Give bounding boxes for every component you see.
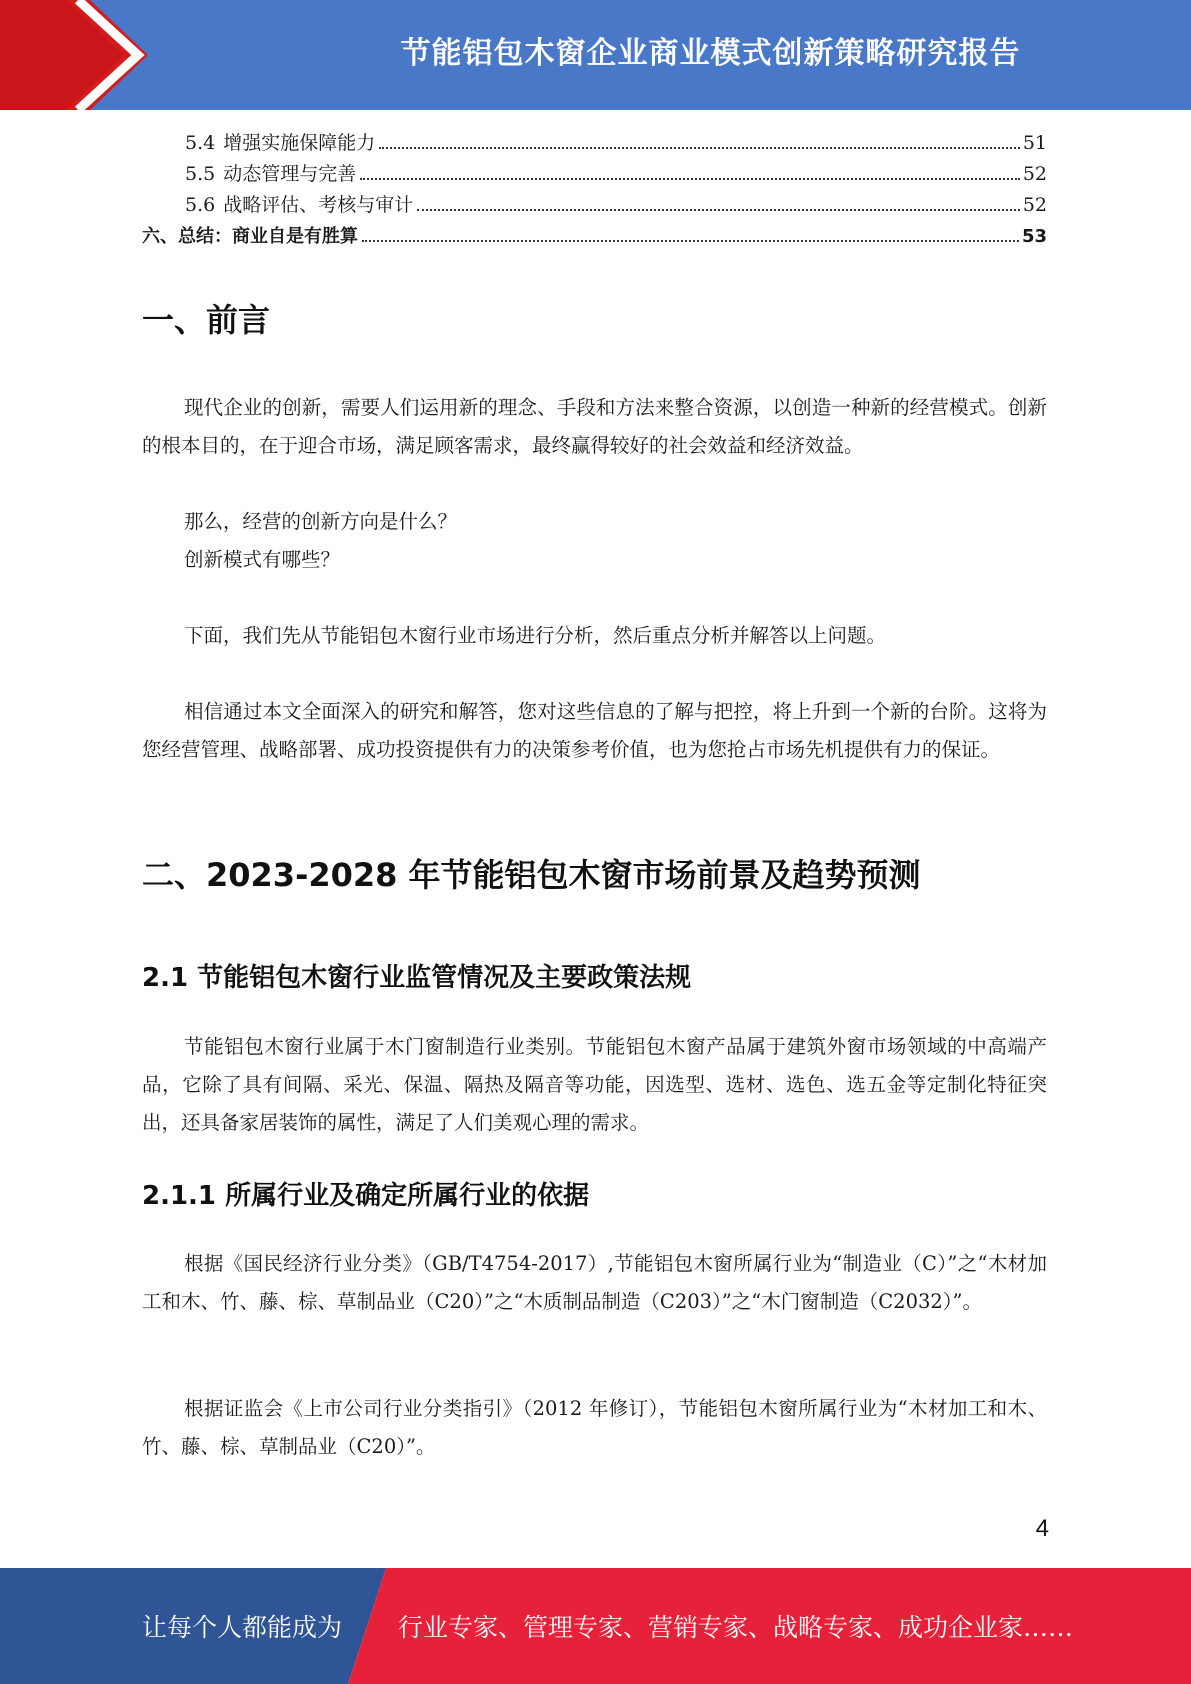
page-footer bbox=[0, 1568, 1191, 1684]
toc-row[interactable] bbox=[142, 159, 1047, 190]
header-arrow-icon bbox=[0, 0, 240, 110]
page-header bbox=[0, 0, 1191, 110]
toc-page: 51 bbox=[1022, 132, 1047, 154]
page-number: 4 bbox=[1035, 1515, 1049, 1542]
footer-slogan-right: 行业专家、管理专家、营销专家、战略专家、成功企业家…… bbox=[398, 1613, 1074, 1642]
section-1-title: 一、前言 bbox=[142, 301, 271, 339]
toc-leader-dots bbox=[360, 178, 1020, 180]
question: 那么，经营的创新方向是什么？ bbox=[184, 510, 458, 533]
toc-number: 5.6 bbox=[185, 194, 216, 216]
table-of-contents bbox=[142, 128, 1047, 252]
toc-text: 战略评估、考核与审计 bbox=[223, 194, 414, 216]
toc-row[interactable] bbox=[142, 128, 1047, 159]
toc-number: 5.5 bbox=[185, 163, 216, 185]
toc-number: 5.4 bbox=[185, 132, 216, 154]
toc-page: 52 bbox=[1022, 163, 1047, 185]
paragraph: 根据证监会《上市公司行业分类指引》（2012 年修订），节能铝包木窗所属行业为“木材加工和木、竹、藤、棕、草制品业（C20）”。 bbox=[142, 1397, 1047, 1458]
toc-row[interactable] bbox=[142, 190, 1047, 221]
paragraph: 根据《国民经济行业分类》（GB/T4754-2017）,节能铝包木窗所属行业为“制造业（C）”之“木材加工和木、竹、藤、棕、草制品业（C20）”之“木质制品制造（C203）”之“木门窗制造（C2032）”。 bbox=[142, 1252, 1047, 1313]
section-2-1-title: 2.1 节能铝包木窗行业监管情况及主要政策法规 bbox=[142, 963, 692, 993]
paragraph: 现代企业的创新，需要人们运用新的理念、手段和方法来整合资源，以创造一种新的经营模式。创新的根本目的，在于迎合市场，满足顾客需求，最终赢得较好的社会效益和经济效益。 bbox=[142, 396, 1047, 457]
header-title: 节能铝包木窗企业商业模式创新策略研究报告 bbox=[400, 36, 1021, 71]
toc-leader-dots bbox=[379, 147, 1020, 149]
question: 创新模式有哪些？ bbox=[184, 548, 341, 571]
toc-text: 动态管理与完善 bbox=[223, 163, 357, 185]
section-2-1-1-title: 2.1.1 所属行业及确定所属行业的依据 bbox=[142, 1181, 590, 1211]
toc-page: 53 bbox=[1021, 226, 1047, 247]
paragraph: 节能铝包木窗行业属于木门窗制造行业类别。节能铝包木窗产品属于建筑外窗市场领域的中高端产品，它除了具有间隔、采光、保温、隔热及隔音等功能，因选型、选材、选色、选五金等定制化特征突出，还具备家居装饰的属性，满足了人们美观心理的需求。 bbox=[142, 1035, 1047, 1134]
toc-page: 52 bbox=[1022, 194, 1047, 216]
toc-leader-dots bbox=[417, 209, 1020, 211]
toc-text: 增强实施保障能力 bbox=[223, 132, 376, 154]
toc-row-main[interactable] bbox=[142, 221, 1047, 252]
toc-leader-dots bbox=[362, 240, 1019, 242]
toc-text: 六、总结：商业自是有胜算 bbox=[142, 226, 358, 247]
section-2-title: 二、2023-2028 年节能铝包木窗市场前景及趋势预测 bbox=[142, 856, 921, 894]
footer-slogan-left: 让每个人都能成为 bbox=[142, 1613, 343, 1642]
paragraph: 相信通过本文全面深入的研究和解答，您对这些信息的了解与把控，将上升到一个新的台阶。这将为您经营管理、战略部署、成功投资提供有力的决策参考价值，也为您抢占市场先机提供有力的保证。 bbox=[142, 700, 1047, 761]
paragraph: 下面，我们先从节能铝包木窗行业市场进行分析，然后重点分析并解答以上问题。 bbox=[184, 624, 887, 647]
